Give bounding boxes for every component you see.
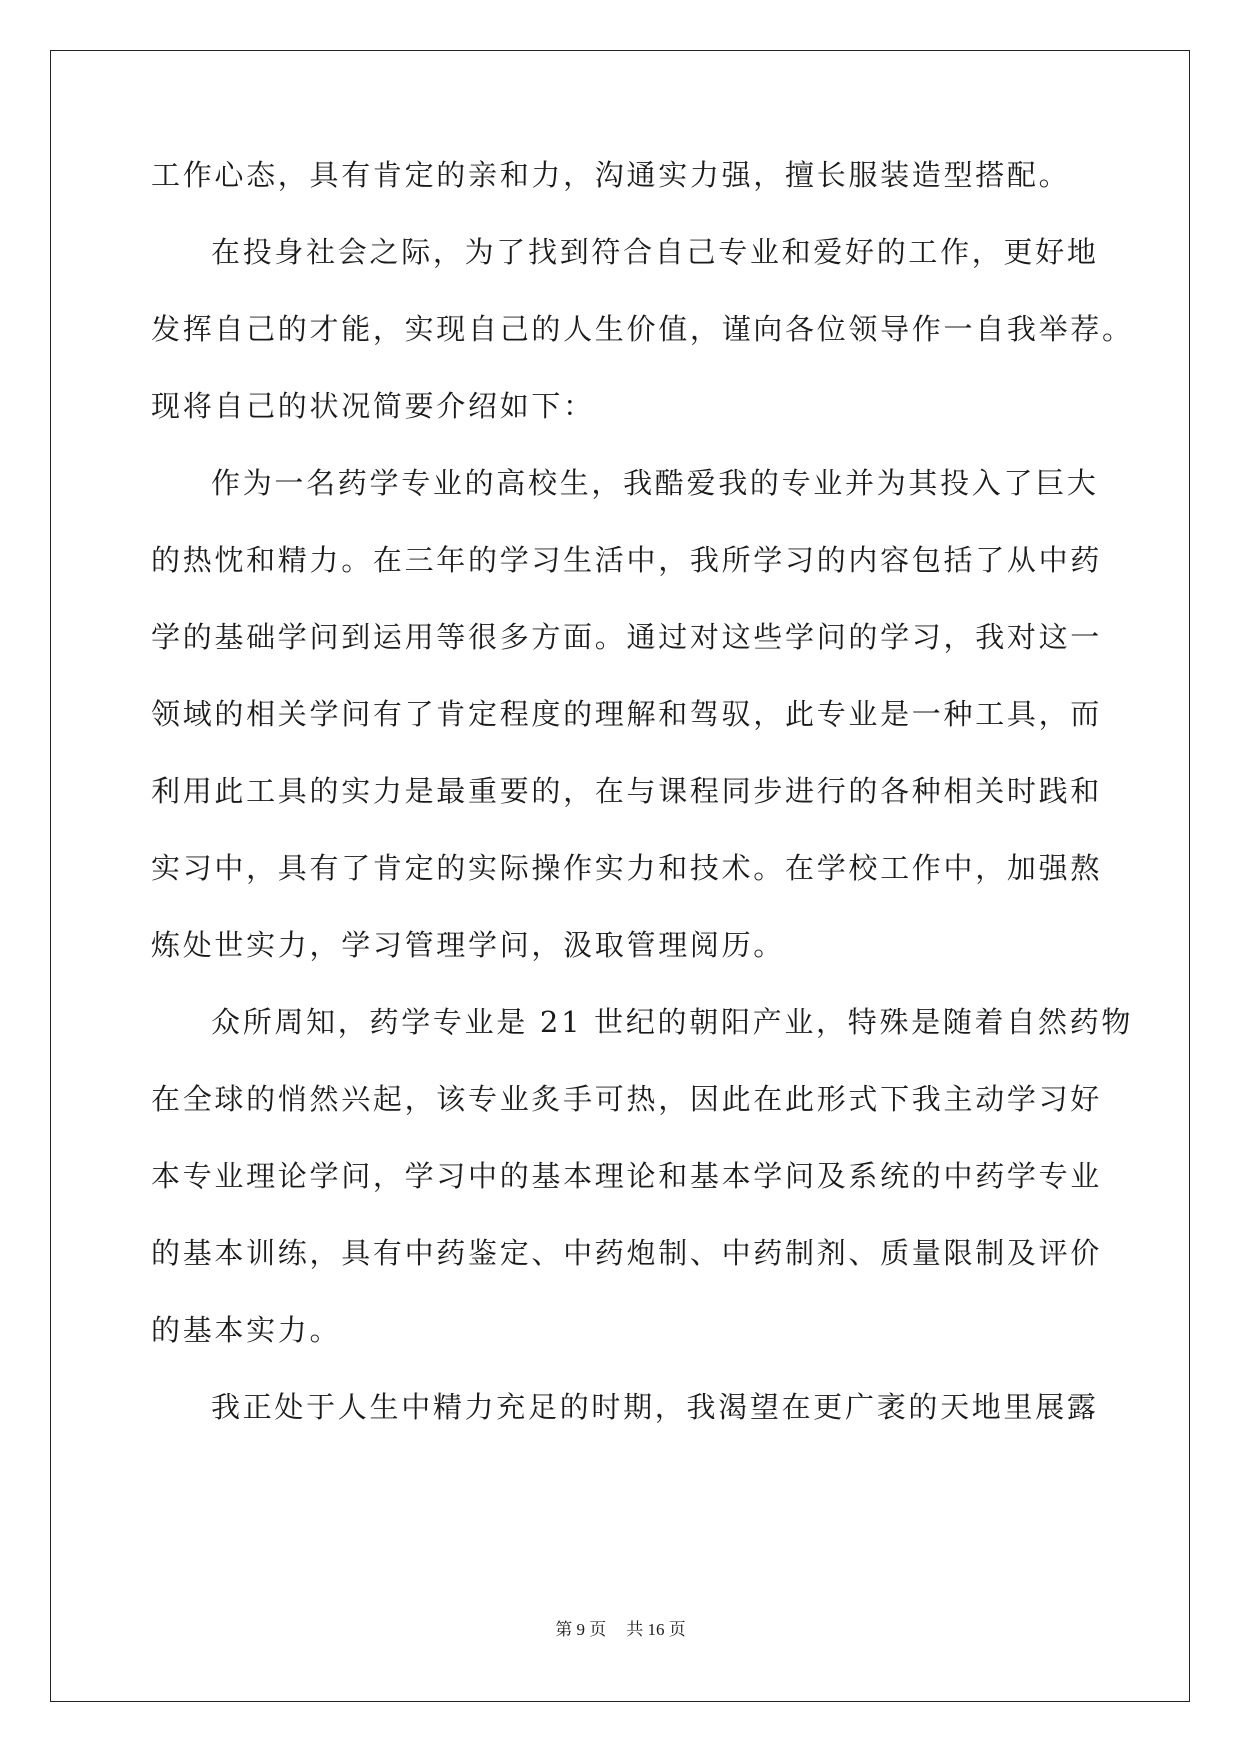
text-line: 在全球的悄然兴起，该专业炙手可热，因此在此形式下我主动学习好	[151, 1082, 1103, 1116]
text-line: 现将自己的状况简要介绍如下：	[151, 389, 595, 423]
text-line: 学的基础学问到运用等很多方面。通过对这些学问的学习，我对这一	[151, 620, 1103, 654]
page-footer	[0, 1620, 1241, 1640]
text-line: 众所周知，药学专业是 21 世纪的朝阳产业，特殊是随着自然药物	[211, 1005, 1134, 1039]
text-line: 工作心态，具有肯定的亲和力，沟通实力强，擅长服装造型搭配。	[151, 158, 1071, 192]
text-line: 实习中，具有了肯定的实际操作实力和技术。在学校工作中，加强熬	[151, 851, 1103, 885]
text-line: 的基本实力。	[151, 1313, 342, 1347]
text-line: 发挥自己的才能，实现自己的人生价值，谨向各位领导作一自我举荐。	[151, 312, 1134, 346]
total-page-count: 共 16 页	[626, 1620, 686, 1639]
text-line: 的基本训练，具有中药鉴定、中药炮制、中药制剂、质量限制及评价	[151, 1236, 1103, 1270]
text-line: 炼处世实力，学习管理学问，汲取管理阅历。	[151, 928, 786, 962]
text-line: 我正处于人生中精力充足的时期，我渴望在更广袤的天地里展露	[211, 1390, 1099, 1424]
document-body	[151, 158, 1134, 1469]
text-line: 在投身社会之际，为了找到符合自己专业和爱好的工作，更好地	[211, 235, 1099, 269]
text-line: 利用此工具的实力是最重要的，在与课程同步进行的各种相关时践和	[151, 774, 1103, 808]
text-line: 领域的相关学问有了肯定程度的理解和驾驭，此专业是一种工具，而	[151, 697, 1103, 731]
text-line: 的热忱和精力。在三年的学习生活中，我所学习的内容包括了从中药	[151, 543, 1103, 577]
text-line: 本专业理论学问，学习中的基本理论和基本学问及系统的中药学专业	[151, 1159, 1103, 1193]
current-page-number: 第 9 页	[555, 1620, 607, 1639]
text-line: 作为一名药学专业的高校生，我酷爱我的专业并为其投入了巨大	[211, 466, 1099, 500]
